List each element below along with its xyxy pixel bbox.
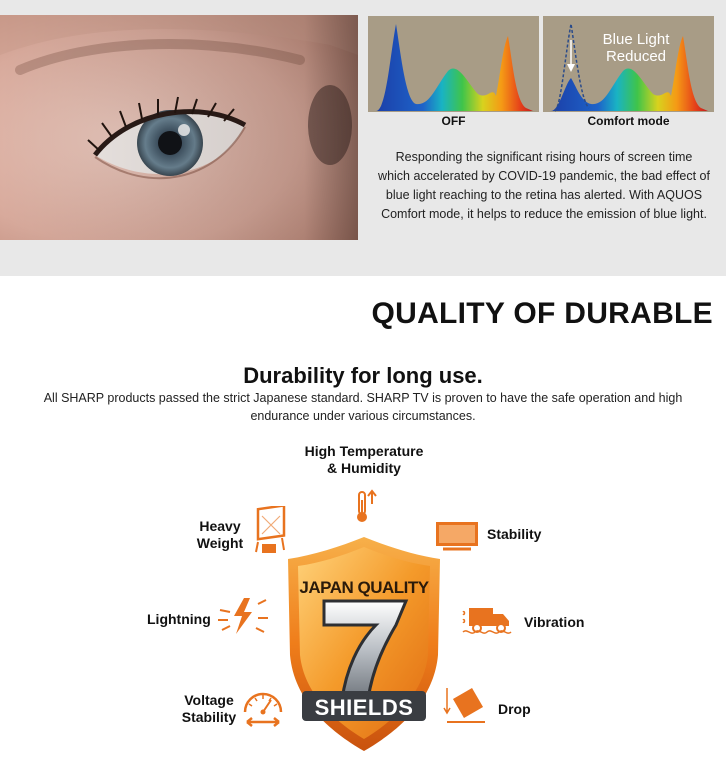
feature-stability: Stability [487,526,542,542]
high-temp-line1: High Temperature [304,443,424,459]
feature-high-temperature [300,443,428,477]
voltage-line2: Stability [181,709,237,725]
eye-photo [0,15,358,240]
blue-light-line1: Blue Light [602,31,670,48]
japan-quality-7-shields-emblem [284,535,444,753]
shield-top-text: JAPAN QUALITY [299,578,429,597]
spectrum-off-panel [368,16,539,112]
feature-lightning: Lightning [147,611,211,627]
comfort-mode-description: Responding the significant rising hours of screen time which accelerated by COVID-19 pandemic, the bad effect of blue light reaching to the retina has alerted. With AQUOS Comfort mode, it helps to reduce the emission of blue light. [378,150,710,221]
lightning-icon [216,596,268,641]
heavy-weight-icon [252,506,288,561]
blue-light-line2: Reduced [605,48,667,65]
blue-light-reduced-label [588,31,684,65]
voltage-meter-icon [241,688,285,735]
heavy-line2: Weight [196,535,244,551]
heavy-line1: Heavy [199,518,241,534]
durability-description: All SHARP products passed the strict Japanese standard. SHARP TV is proven to have the safe operation and high endurance under various circumstances. [43,391,683,423]
durability-subtitle: Durability for long use. [243,363,483,388]
truck-vibration-icon [461,604,517,643]
spectrum-comfort-label: Comfort mode [587,114,670,128]
high-temp-line2: & Humidity [327,460,401,476]
feature-drop: Drop [498,701,531,717]
shield-bottom-text: SHIELDS [314,695,414,720]
quality-title: QUALITY OF DURABLE [371,297,713,330]
voltage-line1: Voltage [184,692,234,708]
feature-voltage-stability [181,692,237,726]
spectrum-off-label: OFF [441,114,466,128]
feature-vibration: Vibration [524,614,585,630]
thermometer-icon [352,488,378,529]
feature-heavy-weight [196,518,244,552]
drop-box-icon [443,682,489,731]
